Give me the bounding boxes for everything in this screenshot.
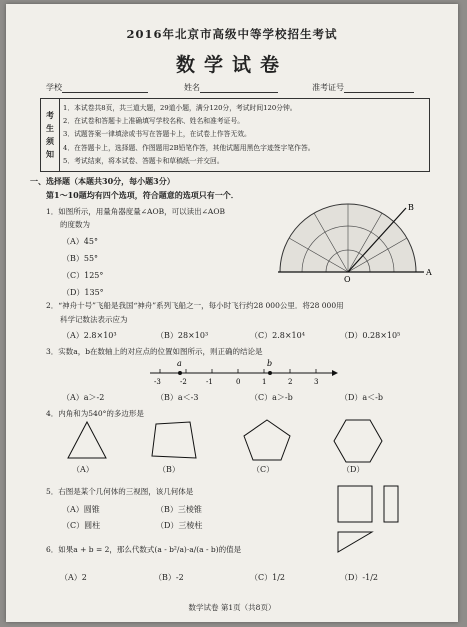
- tick-label: 0: [236, 378, 241, 386]
- number-line: [148, 358, 338, 388]
- q5-option-b: （B）三棱锥: [156, 505, 202, 514]
- q6-stem: 6．如果a + b = 2，那么代数式(a - b²/a)·a/(a - b)的值是: [46, 545, 242, 554]
- tick-label: 1: [262, 378, 267, 386]
- q5-stem: 5．右图是某个几何体的三视图，该几何体是: [46, 487, 194, 496]
- q3-stem: 3．实数a，b在数轴上的对应点的位置如图所示，则正确的结论是: [46, 347, 263, 356]
- school-field: [46, 82, 148, 93]
- notice-label-char: 知: [46, 149, 54, 159]
- ticket-label: 准考证号: [312, 83, 344, 92]
- name-label: 姓名: [184, 83, 200, 92]
- q1-stem-line2: 的度数为: [60, 220, 90, 229]
- q4-option-a: （A）: [72, 465, 94, 474]
- q3-option-b: （B）a＜-3: [156, 393, 199, 402]
- q2-option-d: （D）0.28×10⁵: [340, 331, 401, 340]
- notice-items: [63, 102, 315, 168]
- exam-page: [6, 4, 458, 622]
- tick-label: -1: [206, 378, 213, 386]
- point-b-label: B: [408, 203, 414, 212]
- point-a-label: A: [426, 268, 432, 277]
- ticket-field: [312, 82, 414, 93]
- q3-option-a: （A）a＞-2: [62, 393, 105, 402]
- notice-item: 1．本试卷共8页，共三道大题，29道小题，满分120分，考试时间120分钟。: [63, 104, 297, 112]
- name-blank: [200, 92, 278, 93]
- q1-option-d: （D）135°: [62, 288, 104, 297]
- name-field: [184, 82, 278, 93]
- point-b-marker: [268, 371, 272, 375]
- q1-stem-line1: 1．如图所示，用量角器度量∠AOB，可以读出∠AOB: [46, 207, 225, 216]
- q4-stem: 4．内角和为540°的多边形是: [46, 409, 144, 418]
- q1-option-b: （B）55°: [62, 254, 99, 263]
- front-view: [338, 486, 372, 522]
- q1-option-c: （C）125°: [62, 271, 104, 280]
- q4-option-c: （C）: [252, 465, 275, 474]
- notice-item: 2．在试卷和答题卡上准确填写学校名称、姓名和准考证号。: [63, 117, 245, 126]
- q2-option-a: （A）2.8×10³: [62, 331, 117, 340]
- side-view: [384, 486, 398, 522]
- point-a-letter: a: [177, 359, 182, 368]
- q4-option-d: （D）: [342, 465, 365, 474]
- q3-option-d: （D）a＜-b: [340, 393, 384, 402]
- tick-label: -3: [154, 378, 161, 386]
- hexagon-shape: [332, 418, 384, 464]
- protractor-icon: [280, 204, 416, 272]
- ticket-blank: [344, 92, 414, 93]
- top-view: [338, 532, 372, 552]
- q6-option-a: （A）2: [60, 573, 87, 582]
- q1-option-a: （A）45°: [62, 237, 98, 246]
- point-o-label: O: [344, 275, 351, 284]
- notice-label-char: 生: [46, 123, 54, 133]
- triangle-shape: [66, 420, 108, 460]
- subject-title: 数学试卷: [175, 54, 288, 76]
- q2-stem-line1: 2．“神舟十号”飞船是我国“神舟”系列飞船之一，每小时飞行约28 000公里．将28 000用: [46, 301, 344, 310]
- notice-label: [41, 99, 60, 171]
- notice-item: 4．在答题卡上，选择题、作图题用2B铅笔作答，其他试题用黑色字迹签字笔作答。: [63, 143, 315, 152]
- tick-label: -2: [180, 378, 187, 386]
- q6-option-b: （B）-2: [154, 573, 184, 582]
- notice-label-char: 考: [46, 110, 54, 120]
- quadrilateral-shape: [150, 420, 198, 460]
- page-footer: 数学试卷 第1页（共8页）: [188, 603, 276, 612]
- q3-option-c: （C）a＞-b: [250, 393, 293, 402]
- point-a-marker: [178, 371, 182, 375]
- pentagon-shape: [242, 418, 292, 462]
- point-b-letter: b: [267, 359, 273, 368]
- q5-option-d: （D）三棱柱: [156, 521, 203, 530]
- section-one-instruction: 第1～10题均有四个选项，符合题意的选项只有一个．: [46, 190, 239, 200]
- q2-option-c: （C）2.8×10⁴: [250, 331, 305, 340]
- q4-option-b: （B）: [158, 465, 180, 474]
- tick-label: 3: [314, 378, 319, 386]
- notice-item: 3．试题答案一律填涂或书写在答题卡上，在试卷上作答无效。: [63, 130, 251, 139]
- tick-label: 2: [288, 378, 293, 386]
- q2-option-b: （B）28×10³: [156, 331, 209, 340]
- school-label: 学校: [46, 83, 62, 92]
- section-one-title: 一、选择题（本题共30分，每小题3分）: [30, 176, 175, 186]
- q5-option-a: （A）圆锥: [62, 505, 100, 514]
- q6-option-d: （D）-1/2: [340, 573, 378, 582]
- q2-stem-line2: 科学记数法表示应为: [60, 315, 128, 324]
- q5-option-c: （C）圆柱: [62, 521, 101, 530]
- exam-title: 2016年北京市高级中等学校招生考试: [126, 27, 338, 41]
- q6-option-c: （C）1/2: [250, 573, 285, 582]
- school-blank: [62, 92, 148, 93]
- three-view-figure: [328, 484, 414, 558]
- candidate-notice-box: [40, 98, 430, 172]
- protractor-figure: [268, 202, 438, 284]
- notice-label-char: 须: [46, 136, 54, 146]
- notice-item: 5．考试结束，将本试卷、答题卡和草稿纸一并交回。: [63, 156, 224, 165]
